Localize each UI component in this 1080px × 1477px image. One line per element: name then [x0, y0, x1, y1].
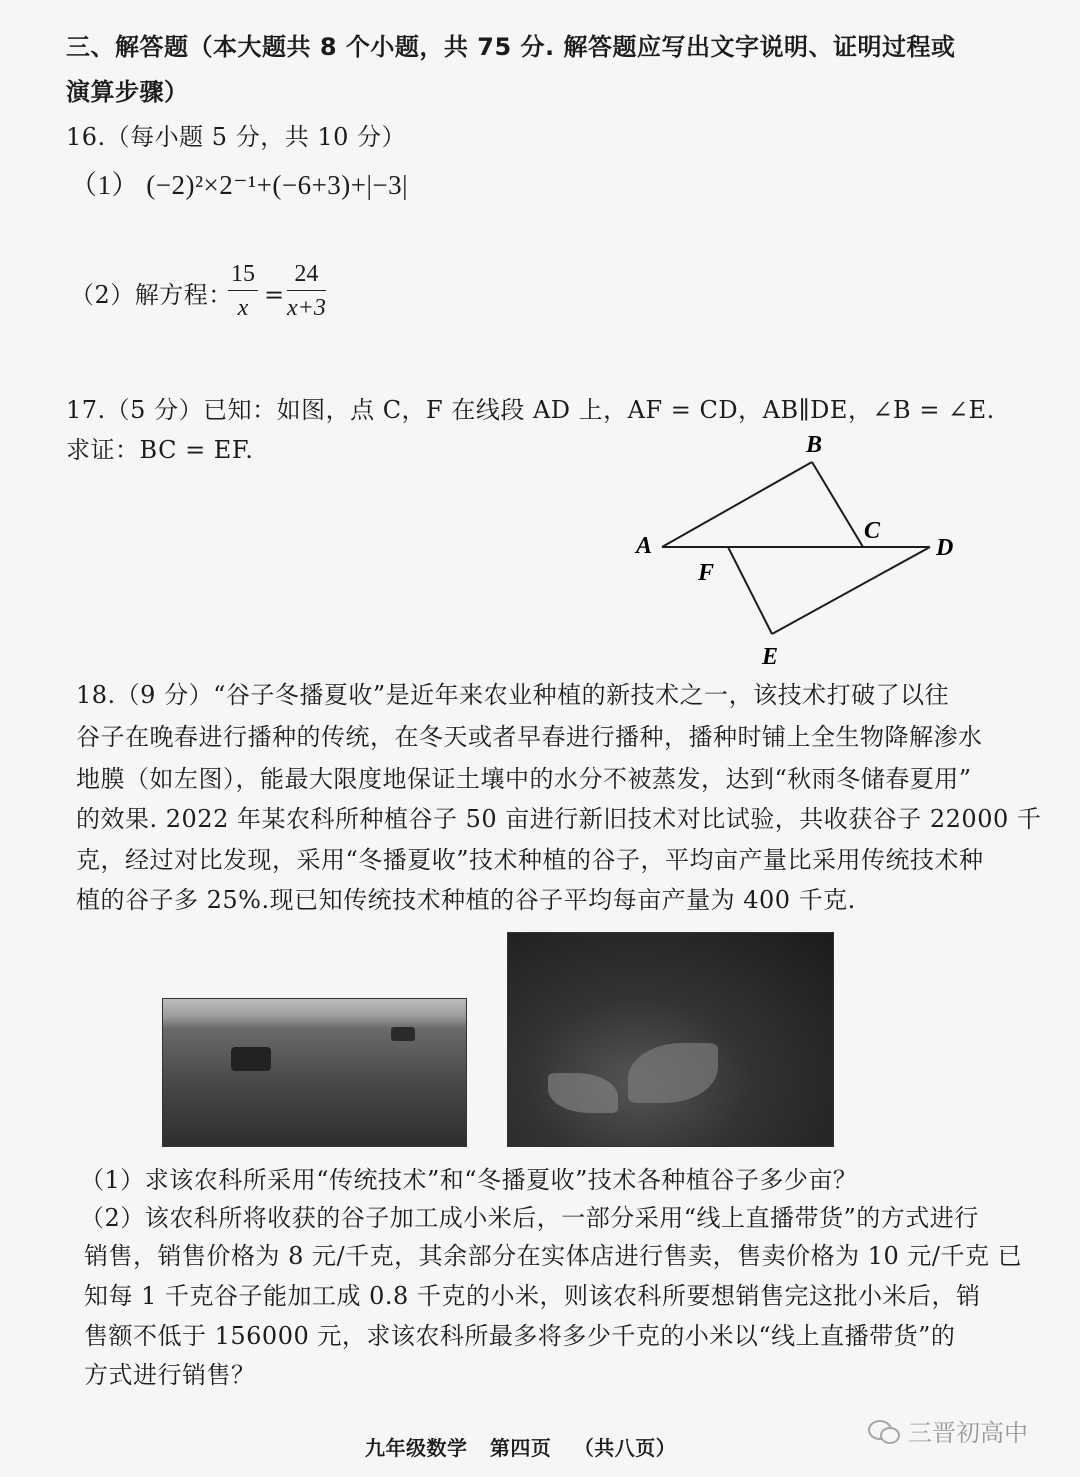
q18-line: 植的谷子多 25%.现已知传统技术种植的谷子平均每亩产量为 400 千克.	[76, 886, 856, 914]
watermark-text: 三晋初高中	[908, 1419, 1028, 1447]
leaf-shape	[628, 1043, 718, 1103]
segment-fe	[728, 547, 772, 634]
q18-sub-line: 知每 1 千克谷子能加工成 0.8 千克的小米，则该农科所要想销售完这批小米后，销	[84, 1282, 981, 1310]
label-e: E	[762, 644, 779, 670]
q18-line: 地膜（如左图），能最大限度地保证土壤中的水分不被蒸发，达到“秋雨冬储春夏用”	[76, 765, 972, 793]
q18-line: 18.（9 分）“谷子冬播夏收”是近年来农业种植的新技术之一，该技术打破了以往	[76, 681, 950, 709]
label-b: B	[806, 432, 823, 458]
geometry-figure	[0, 0, 1080, 700]
q18-sub-line: （1）求该农科所采用“传统技术”和“冬播夏收”技术各种植谷子多少亩？	[80, 1166, 858, 1194]
section-heading-cont: 演算步骤）	[66, 78, 189, 106]
fraction-numerator: 24	[287, 258, 326, 291]
q18-line: 的效果. 2022 年某农科所种植谷子 50 亩进行新旧技术对比试验，共收获谷子 22000 千	[76, 805, 1042, 833]
label-d: D	[936, 535, 954, 561]
tractor-shape	[231, 1047, 271, 1071]
section-heading: 三、解答题（本大题共 8 个小题，共 75 分. 解答题应写出文字说明、证明过程或	[66, 33, 956, 61]
equals-sign: =	[264, 281, 285, 309]
fraction-numerator: 15	[228, 258, 258, 291]
leaf-shape	[548, 1073, 618, 1113]
q16-part1-label: （1）	[70, 170, 139, 200]
q18-sub-line: （2）该农科所将收获的谷子加工成小米后，一部分采用“线上直播带货”的方式进行	[80, 1204, 979, 1232]
label-f: F	[698, 560, 715, 586]
q18-line: 谷子在晚春进行播种的传统，在冬天或者早春进行播种，播种时铺上全生物降解渗水	[76, 723, 983, 751]
millet-crop-photo	[507, 932, 834, 1147]
field-tractor-photo	[162, 998, 467, 1147]
q16-header: 16.（每小题 5 分，共 10 分）	[66, 123, 406, 151]
segment-ab	[662, 462, 812, 547]
fraction-denominator: x	[237, 295, 249, 321]
fraction-denominator: x+3	[287, 295, 326, 321]
wechat-icon	[868, 1418, 900, 1444]
page-footer: 九年级数学 第四页 （共八页）	[365, 1436, 677, 1460]
label-c: C	[864, 518, 881, 544]
q16-part1-expression: (−2)²×2⁻¹+(−6+3)+|−3|	[146, 170, 409, 200]
q18-sub-line: 方式进行销售？	[84, 1361, 256, 1389]
q17-prove: 求证：BC = EF.	[66, 436, 254, 464]
q16-part2-label: （2）解方程：	[70, 281, 233, 309]
segment-bc	[812, 462, 863, 547]
q18-sub-line: 销售，销售价格为 8 元/千克，其余部分在实体店进行售卖，售卖价格为 10 元/千克 已	[84, 1242, 1023, 1270]
watermark	[868, 1413, 1028, 1448]
tractor-shape	[391, 1027, 415, 1041]
q18-sub-line: 售额不低于 156000 元，求该农科所最多将多少千克的小米以“线上直播带货”的	[84, 1322, 956, 1350]
q18-line: 克，经过对比发现，采用“冬播夏收”技术种植的谷子，平均亩产量比采用传统技术种	[76, 846, 984, 874]
q17-statement: 17.（5 分）已知：如图，点 C，F 在线段 AD 上，AF = CD，AB∥DE，∠B = ∠E.	[66, 396, 995, 424]
segment-ed	[772, 547, 930, 634]
label-a: A	[636, 533, 653, 559]
